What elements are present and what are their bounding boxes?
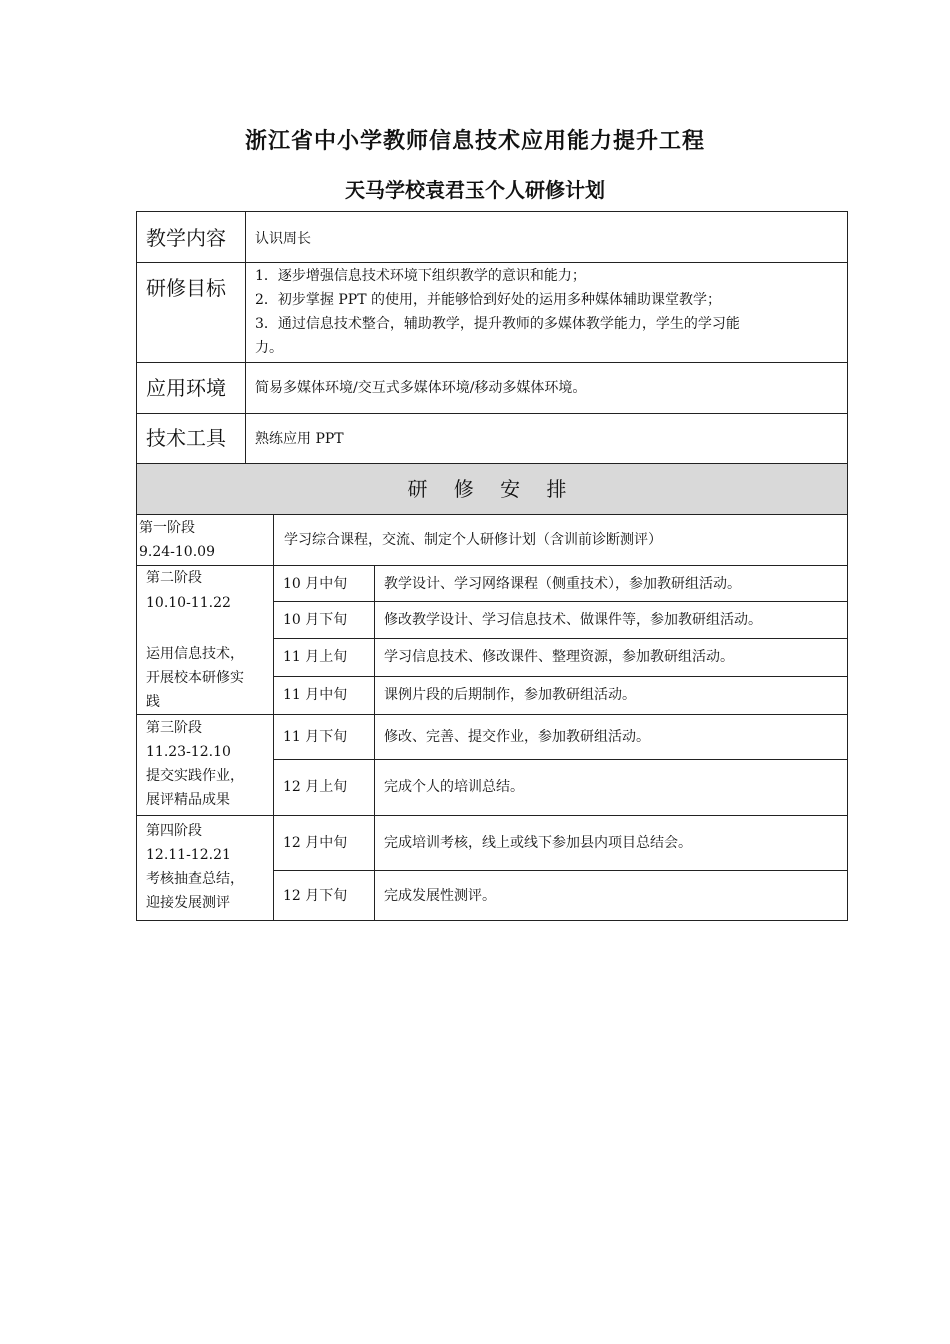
stage3-name: 第三阶段: [146, 720, 202, 736]
schedule-task: 修改教学设计、学习信息技术、做课件等，参加教研组活动。: [384, 612, 762, 628]
goal-item: 2．初步掌握 PPT 的使用，并能够恰到好处的运用多种媒体辅助课堂教学；: [255, 292, 721, 308]
stage2-name: 第二阶段: [146, 570, 202, 586]
stage2-dates: 10.10-11.22: [146, 595, 231, 611]
table-rule: [137, 262, 847, 263]
stage4-dates: 12.11-12.21: [146, 847, 231, 863]
schedule-time: 11 月中旬: [283, 687, 348, 703]
env-label: 应用环境: [146, 376, 226, 400]
goal-label: 研修目标: [146, 276, 226, 300]
content-value: 认识周长: [255, 231, 311, 247]
schedule-time: 10 月中旬: [283, 576, 348, 592]
stage3-desc-line: 提交实践作业，: [146, 768, 244, 784]
tool-value: 熟练应用 PPT: [255, 431, 344, 447]
schedule-time: 11 月下旬: [283, 729, 348, 745]
stage3-desc-line: 展评精品成果: [146, 792, 230, 808]
stage4-block: [146, 819, 244, 915]
table-rule: [274, 759, 847, 760]
document-subtitle: 天马学校袁君玉个人研修计划: [345, 178, 605, 202]
table-rule: [374, 566, 375, 920]
schedule-time: 12 月上旬: [283, 779, 348, 795]
stage1-task: 学习综合课程，交流、制定个人研修计划（含训前诊断测评）: [284, 532, 662, 548]
stage4-desc-line: 考核抽查总结，: [146, 871, 244, 887]
schedule-time: 11 月上旬: [283, 649, 348, 665]
stage2-desc-line: 运用信息技术，: [146, 646, 244, 662]
tool-label: 技术工具: [146, 426, 226, 450]
table-rule: [137, 565, 847, 566]
schedule-time: 12 月中旬: [283, 835, 348, 851]
schedule-task: 学习信息技术、修改课件、整理资源，参加教研组活动。: [384, 649, 734, 665]
content-label: 教学内容: [146, 226, 226, 250]
goal-item: 力。: [255, 340, 283, 356]
table-rule: [137, 514, 847, 515]
schedule-time: 10 月下旬: [283, 612, 348, 628]
table-rule: [274, 601, 847, 602]
schedule-heading: 研 修 安 排: [407, 477, 577, 501]
table-rule: [137, 413, 847, 414]
stage4-desc-line: 迎接发展测评: [146, 895, 230, 911]
stage1-dates: 9.24-10.09: [139, 544, 215, 560]
stage2-desc: [146, 642, 244, 714]
stage1-name: 第一阶段: [139, 520, 195, 536]
stage2-desc-line: 践: [146, 694, 160, 710]
schedule-task: 完成个人的培训总结。: [384, 779, 524, 795]
table-rule: [137, 815, 847, 816]
table-rule: [273, 515, 274, 920]
stage2-desc-line: 开展校本研修实: [146, 670, 244, 686]
schedule-task: 课例片段的后期制作，参加教研组活动。: [384, 687, 636, 703]
table-rule: [274, 870, 847, 871]
goal-item: 3．通过信息技术整合，辅助教学，提升教师的多媒体教学能力，学生的学习能: [255, 316, 740, 332]
table-rule: [137, 362, 847, 363]
table-rule: [274, 638, 847, 639]
env-value: 简易多媒体环境/交互式多媒体环境/移动多媒体环境。: [255, 380, 587, 396]
goal-item: 1．逐步增强信息技术环境下组织教学的意识和能力；: [255, 268, 586, 284]
schedule-task: 修改、完善、提交作业，参加教研组活动。: [384, 729, 650, 745]
schedule-task: 完成发展性测评。: [384, 888, 496, 904]
goal-list: [255, 264, 845, 360]
stage4-name: 第四阶段: [146, 823, 202, 839]
stage3-block: [146, 716, 244, 812]
schedule-task: 完成培训考核，线上或线下参加县内项目总结会。: [384, 835, 692, 851]
table-rule: [245, 212, 246, 463]
schedule-time: 12 月下旬: [283, 888, 348, 904]
stage3-dates: 11.23-12.10: [146, 744, 231, 760]
schedule-task: 教学设计、学习网络课程（侧重技术），参加教研组活动。: [384, 576, 741, 592]
document-title: 浙江省中小学教师信息技术应用能力提升工程: [244, 129, 705, 154]
table-rule: [137, 714, 847, 715]
table-rule: [274, 676, 847, 677]
